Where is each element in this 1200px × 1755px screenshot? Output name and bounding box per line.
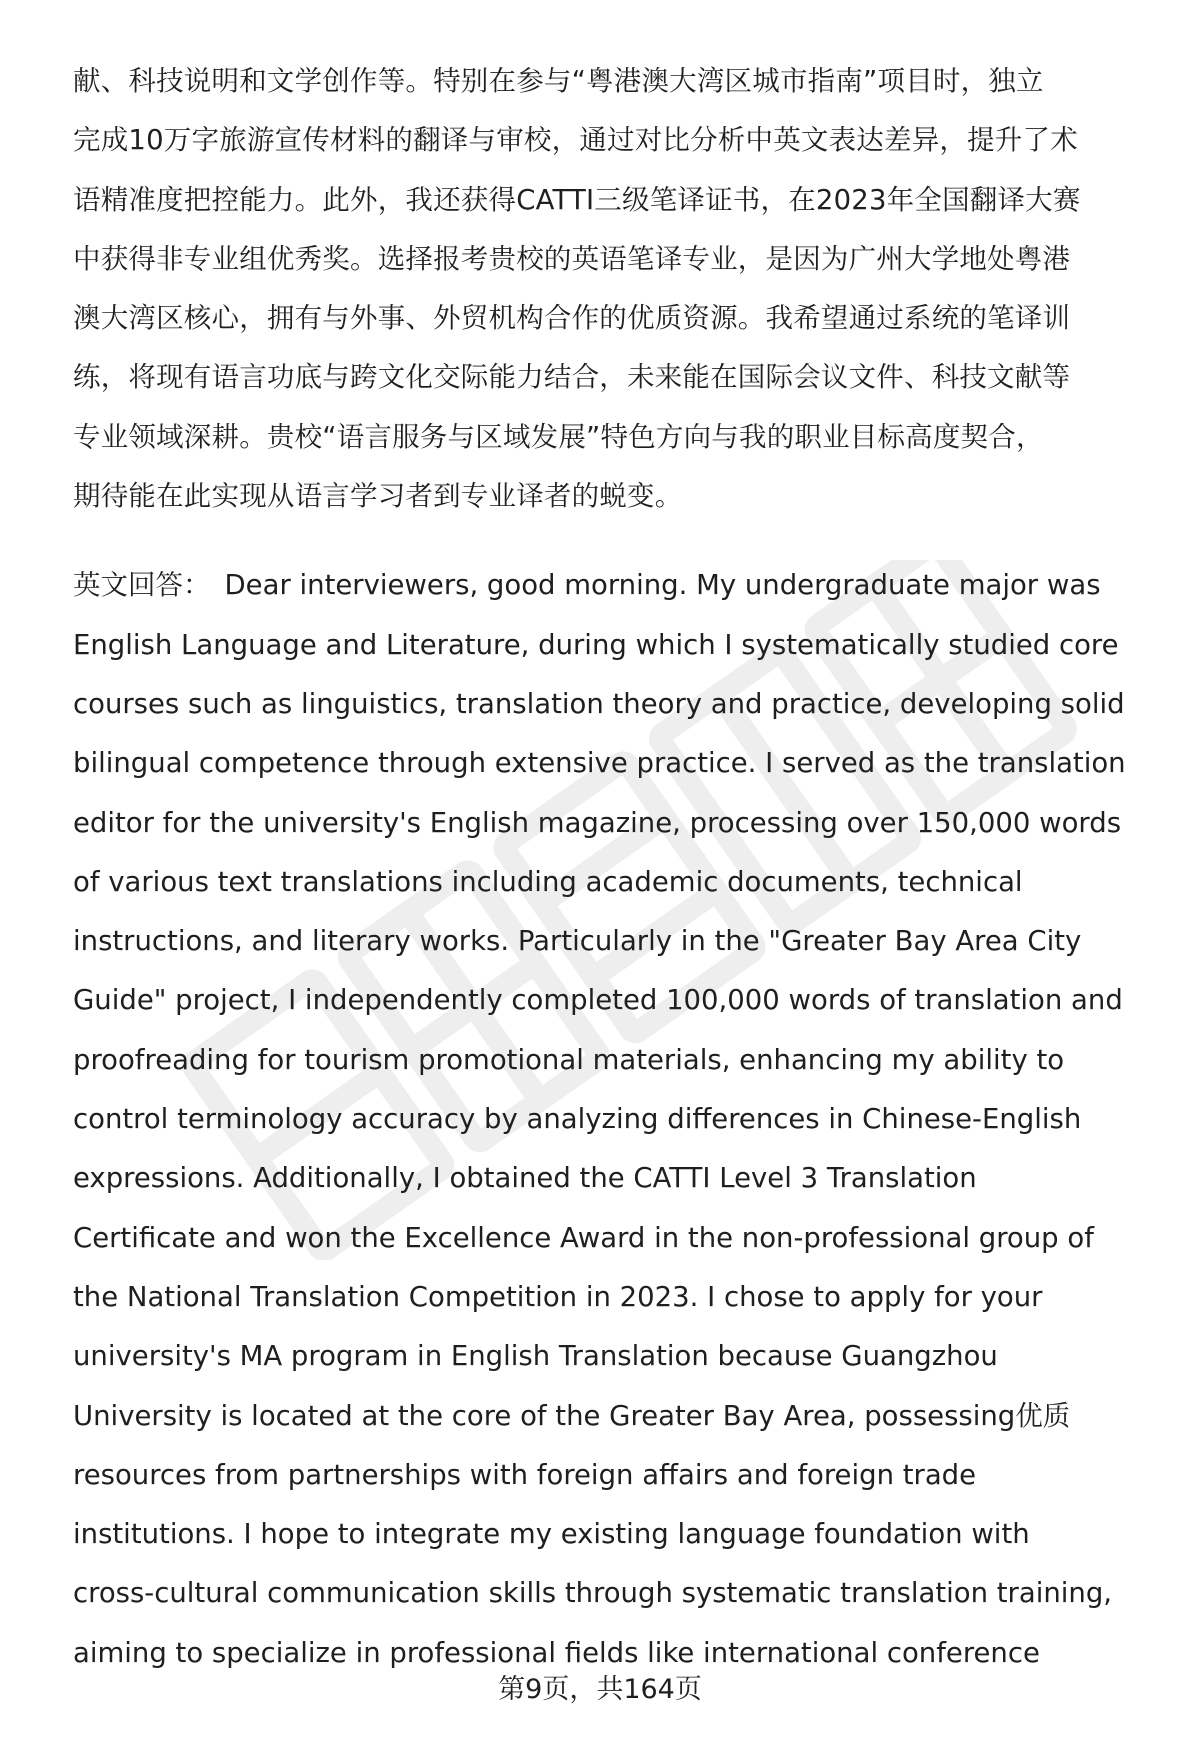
text-line: control terminology accuracy by analyzing differences in Chinese-English: [73, 1103, 1082, 1136]
page-number-footer: 第9页，共164页: [498, 1674, 702, 1705]
english-answer-first-line: Dear interviewers, good morning. My undergraduate major was: [224, 569, 1101, 602]
text-line: proofreading for tourism promotional materials, enhancing my ability to: [73, 1043, 1065, 1076]
text-line: 献、科技说明和文学创作等。特别在参与“粤港澳大湾区城市指南”项目时，独立: [73, 65, 1044, 97]
text-line: 期待能在此实现从语言学习者到专业译者的蜕变。: [73, 480, 683, 513]
chinese-paragraph: [73, 52, 1159, 526]
text-line: the National Translation Competition in 2023. I chose to apply for your: [73, 1280, 1043, 1313]
text-line-first: [73, 556, 1159, 615]
text-line: 中获得非专业组优秀奖。选择报考贵校的英语笔译专业，是因为广州大学地处粤港: [73, 242, 1071, 275]
text-line: Guide" project, I independently completed 100,000 words of translation and: [73, 984, 1123, 1017]
document-body: [73, 52, 1159, 1683]
text-line: English Language and Literature, during which I systematically studied core: [73, 628, 1119, 661]
text-line: 练，将现有语言功底与跨文化交际能力结合，未来能在国际会议文件、科技文献等: [73, 361, 1071, 394]
text-line: institutions. I hope to integrate my existing language foundation with: [73, 1518, 1030, 1551]
text-line: courses such as linguistics, translation theory and practice, developing solid: [73, 687, 1125, 720]
text-line: bilingual competence through extensive practice. I served as the translation: [73, 747, 1126, 780]
text-line: 完成10万字旅游宣传材料的翻译与审校，通过对比分析中英文表达差异，提升了术: [73, 124, 1078, 157]
text-line: 澳大湾区核心，拥有与外事、外贸机构合作的优质资源。我希望通过系统的笔译训: [73, 302, 1071, 335]
text-line: University is located at the core of the Greater Bay Area, possessing优质: [73, 1399, 1071, 1432]
text-line: 专业领域深耕。贵校“语言服务与区域发展”特色方向与我的职业目标高度契合，: [73, 420, 1044, 453]
english-answer-label: 英文回答：: [73, 569, 211, 602]
text-line: aiming to specialize in professional fields like international conference: [73, 1636, 1040, 1669]
english-answer-paragraph: [73, 556, 1159, 1683]
text-line: 语精准度把控能力。此外，我还获得CATTI三级笔译证书，在2023年全国翻译大赛: [73, 183, 1081, 216]
text-line: expressions. Additionally, I obtained the CATTI Level 3 Translation: [73, 1162, 977, 1195]
text-line: university's MA program in English Translation because Guangzhou: [73, 1340, 998, 1373]
text-line: resources from partnerships with foreign affairs and foreign trade: [73, 1458, 977, 1491]
text-line: of various text translations including academic documents, technical: [73, 865, 1023, 898]
text-line: Certificate and won the Excellence Award in the non-professional group of: [73, 1221, 1094, 1254]
text-line: instructions, and literary works. Particularly in the "Greater Bay Area City: [73, 925, 1082, 958]
text-line: cross-cultural communication skills through systematic translation training,: [73, 1577, 1113, 1610]
text-line: editor for the university's English magazine, processing over 150,000 words: [73, 806, 1122, 839]
